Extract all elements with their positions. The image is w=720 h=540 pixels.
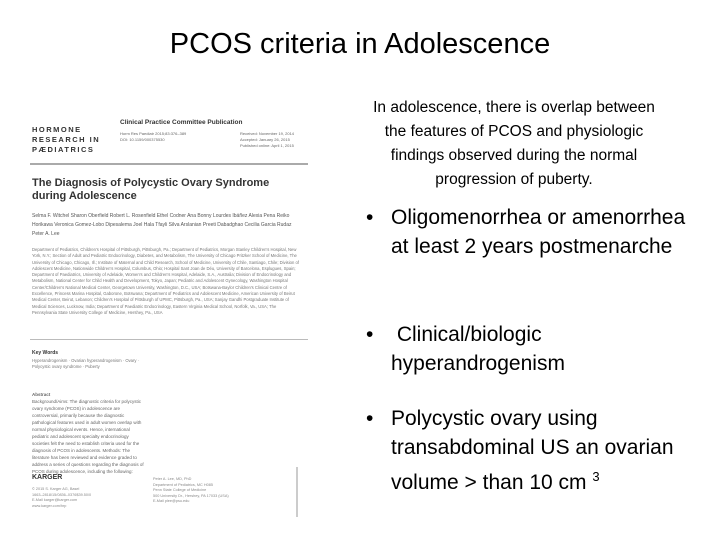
- abstract-text: Background/Aims: The diagnostic criteria for polycystic ovary syndrome (PCOS) in adolescence are controversial, primarily because the diagnostic pathological features used in adult women overlap with normal physiological events. Hence, international pediatric and adolescent specialty endocrinology societies felt the need to establish criteria used for the diagnosis of PCOS in adolescents. Methods: The literature has been reviewed and evidence graded to address a series of questions regarding the diagnosis of PCOS during adolescence, including the following:: [32, 399, 144, 474]
- bullet-text: Polycystic ovary using transabdominal US an ovarian volume > than 10 cm: [391, 407, 674, 494]
- intro-text: In adolescence, there is overlap between the features of PCOS and physiologic findings observed during the normal progression of puberty.: [373, 99, 655, 188]
- footer-left: © 2015 S. Karger AG, Basel 1663–2818/15/0836–0376$39.50/0 E-Mail karger@karger.com www.karger.com/hrp: [32, 487, 92, 508]
- paper-meta: Horm Res Paediatr 2015;83:376–389 DOI: 10.1159/000375530: [120, 131, 187, 142]
- abstract-block: [32, 391, 147, 474]
- abstract-continued: [153, 350, 303, 470]
- keywords: Hyperandrogenism · Ovarian hyperandrogenism · Ovary · Polycystic ovary syndrome · Puberty: [32, 358, 140, 369]
- publisher-logo: KARGER: [32, 474, 63, 481]
- keywords-heading: Key Words: [32, 350, 59, 356]
- paper-authors: Selma F. Witchel Sharon Oberfield Robert L. Rosenfield Ethel Codner Ana Bonny Lourdes Ibáñez Alexia Pena Reiko Horikawa Veronica Gomez-Lobo Dipesalema Joel Hala Tfayli Silva Arslanian Preeti Dabadghao Cecilia Garcia Rudaz Peter A. Lee: [32, 213, 292, 237]
- publication-series: Clinical Practice Committee Publication: [120, 119, 243, 126]
- bullet-item: [366, 320, 701, 378]
- side-mark: [296, 467, 298, 517]
- bullet-text: Oligomenorrhea or amenorrhea at least 2 years postmenarche: [391, 206, 686, 258]
- bullet-dot: •: [366, 206, 374, 229]
- bullet-item: [366, 404, 701, 497]
- paper-title: The Diagnosis of Polycystic Ovary Syndrome during Adolescence: [32, 177, 270, 202]
- bullet-text: Clinical/biologic hyperandrogenism: [391, 323, 565, 375]
- bullet-item: [366, 203, 701, 261]
- abstract-heading: Abstract: [32, 392, 51, 397]
- paper-affiliations: Department of Pediatrics, Children's Hospital of Pittsburgh, Pittsburgh, Pa.; Department of Pediatrics, Morgan Stanley Children's Hospital, New York, N.Y.; Section of Adult and Pediatric Endocrinology, Diabetes, and Metabolism, The University of Chicago Pritzker School of Medicine, The University of Chicago, Chicago, Ill.; Institute of Maternal and Child Research, School of Medicine, University of Chile, Santiago, Chile; Division of Adolescent Medicine, Nationwide Children's Hospital, Columbus, Ohio; Hospital Sant Joan de Déu, University of Barcelona, Esplugues, Spain; Department of Paediatrics, University of Adelaide, Women's and Children's Hospital, Adelaide, S.A., Australia; Division of Endocrinology and Metabolism, National Center for Child Health and Development, Tokyo, Japan; Pediatric and Adolescent Gynecology, Washington Hospital Center/Children's National Medical Center, Georgetown University, Washington, D.C., USA; Botswana-Baylor Children's Clinical Centre of Excellence, Princess Marina Hospital, Gaborone, Botswana; Department of Pediatrics and Adolescent Medicine, American University of Beirut Medical Center, Beirut, Lebanon; Children's Hospital of Pittsburgh of UPMC, Pittsburgh, Pa., USA; Sanjay Gandhi Postgraduate Institute of Medical Sciences, Lucknow, India; Department of Paediatric Endocrinology, Eastern Virginia Medical School, Norfolk, Va., USA; The Pennsylvania State University College of Medicine, Hershey, Pa., USA: [32, 247, 299, 315]
- bullet-dot: •: [366, 323, 374, 346]
- footer-right: Peter A. Lee, MD, PhD Department of Pediatrics, MC H085 Penn State College of Medicine 500 University Dr., Hershey, PA 17033 (USA) E-Mail plee@psu.edu: [153, 477, 229, 503]
- slide-title: PCOS criteria in Adolescence: [169, 28, 551, 60]
- superscript: 3: [592, 469, 600, 484]
- paper-thumbnail: [30, 107, 308, 525]
- paper-dates: Received: November 19, 2014 Accepted: January 26, 2015 Published online: April 1, 2015: [240, 131, 295, 148]
- header-rule: [30, 163, 308, 165]
- journal-name: HORMONE RESEARCH IN PÆDIATRICS: [32, 125, 101, 154]
- bullet-dot: •: [366, 407, 374, 430]
- section-divider: [30, 339, 308, 340]
